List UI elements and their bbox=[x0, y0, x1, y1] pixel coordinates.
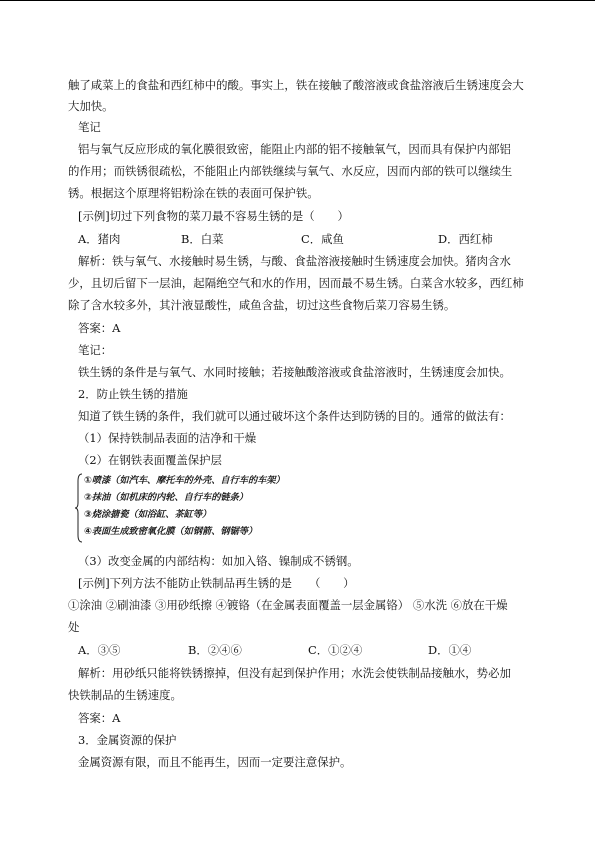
answer-line: 答案：A bbox=[78, 321, 121, 335]
question-choices: 处 bbox=[68, 620, 80, 634]
option-a: A．③⑤ bbox=[78, 643, 121, 657]
analysis-line: 快铁制品的生锈速度。 bbox=[68, 688, 182, 702]
option-c: C．①②④ bbox=[308, 643, 363, 657]
handwritten-note: ④表面生成致密氧化膜（如钢箭、钢锯等） bbox=[84, 526, 258, 537]
analysis-line: 解析：用砂纸只能将铁锈擦掉，但没有起到保护作用；水洗会使铁制品接触水，势必加 bbox=[78, 666, 511, 680]
question-choices: ①涂油 ②刷油漆 ③用砂纸擦 ④镀铬（在金属表面覆盖一层金属铬） ⑤水洗 ⑥放在干燥 bbox=[68, 598, 508, 612]
paragraph-line: 铝与氧气反应形成的氧化膜很致密，能阻止内部的铝不接触氧气，因而具有保护内部铝 bbox=[78, 142, 511, 156]
analysis-line: 除了含水较多外，其汁液显酸性，咸鱼含盐，切过这些食物后菜刀容易生锈。 bbox=[68, 298, 456, 312]
note-heading: 笔记： bbox=[78, 343, 113, 357]
option-a: A．猪肉 bbox=[78, 232, 121, 246]
section-heading: 3．金属资源的保护 bbox=[78, 733, 177, 747]
example-question: [示例]下列方法不能防止铁制品再生锈的是 （ ） bbox=[78, 576, 355, 590]
analysis-line: 解析：铁与氧气、水接触时易生锈，与酸、食盐溶液接触时生锈速度会加快。猪肉含水 bbox=[78, 254, 511, 268]
paragraph-line: 铁生锈的条件是与氧气、水同时接触；若接触酸溶液或食盐溶液时，生锈速度会加快。 bbox=[78, 365, 511, 379]
paragraph-line: 金属资源有限，而且不能再生，因而一定要注意保护。 bbox=[78, 755, 352, 769]
option-b: B．白菜 bbox=[181, 232, 224, 246]
handwritten-note: ③烧涂搪瓷（如浴缸、茶缸等） bbox=[84, 509, 212, 520]
section-heading: 2．防止铁生锈的措施 bbox=[78, 387, 188, 401]
left-brace-icon bbox=[75, 473, 83, 543]
option-d: D．西红柿 bbox=[438, 232, 493, 246]
paragraph-line: 知道了铁生锈的条件，我们就可以通过破坏这个条件达到防锈的目的。通常的做法有： bbox=[78, 409, 511, 423]
method-item: （2）在钢铁表面覆盖保护层 bbox=[78, 453, 222, 467]
paragraph-line: 的作用；而铁锈很疏松，不能阻止内部铁继续与氧气、水反应，因而内部的铁可以继续生 bbox=[68, 164, 513, 178]
paragraph-line: 触了咸菜上的食盐和西红柿中的酸。事实上，铁在接触了酸溶液或食盐溶液后生锈速度会大 bbox=[68, 78, 524, 92]
analysis-line: 少，且切后留下一层油，起隔绝空气和水的作用，因而最不易生锈。白菜含水较多，西红柿 bbox=[68, 276, 524, 290]
option-b: B．②④⑥ bbox=[188, 643, 242, 657]
handwritten-note: ②抹油（如机床的内轮、自行车的链条） bbox=[84, 492, 248, 503]
paragraph-line: 锈。根据这个原理将铝粉涂在铁的表面可保护铁。 bbox=[68, 186, 319, 200]
method-item: （3）改变金属的内部结构：如加入铬、镍制成不锈钢。 bbox=[78, 554, 359, 568]
method-item: （1）保持铁制品表面的洁净和干燥 bbox=[78, 431, 257, 445]
option-d: D．①④ bbox=[428, 643, 472, 657]
paragraph-line: 大加快。 bbox=[68, 99, 114, 113]
example-question: [示例]切过下列食物的菜刀最不容易生锈的是（ ） bbox=[78, 209, 349, 223]
answer-line: 答案：A bbox=[78, 711, 121, 725]
option-c: C．咸鱼 bbox=[301, 232, 344, 246]
note-heading: 笔记 bbox=[78, 120, 101, 134]
handwritten-note: ①喷漆（如汽车、摩托车的外壳、自行车的车架） bbox=[84, 475, 285, 486]
